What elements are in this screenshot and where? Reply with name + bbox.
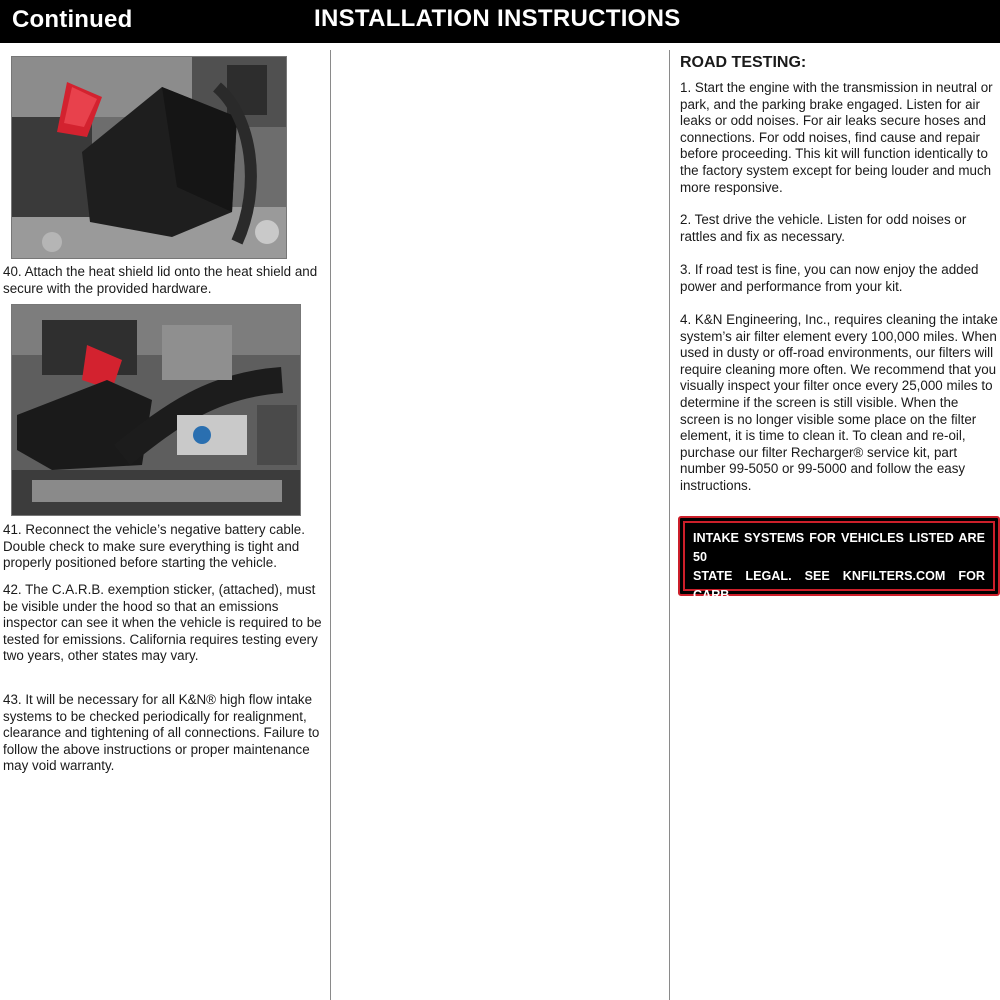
column-divider-right: [669, 50, 670, 1000]
step-41-text: 41. Reconnect the vehicle’s negative battery cable. Double check to make sure everything is tight and properly positioned before starting the vehicle.: [3, 522, 305, 571]
heat-shield-lid-photo-icon: [12, 57, 286, 258]
step-43-text: 43. It will be necessary for all K&N® high flow intake systems to be checked periodically for realignment, clearance and tightening of all connections. Failure to follow the above instructions or proper maintenance may void warranty.: [3, 692, 320, 774]
legal-line-3: STATUS ON EACH PART FOR A SPECIFIC VEHICLE.: [693, 607, 985, 640]
road-testing-step-1: 1. Start the engine with the transmission in neutral or park, and the parking brake engaged. Listen for air leaks or odd noises. For air leaks secure hoses and connections. For odd noises, find cause and repair before proceeding. This kit will function identically to the factory system except for being louder and much more responsive.: [680, 80, 993, 195]
road-testing-step-2: 2. Test drive the vehicle. Listen for odd noises or rattles and fix as necessary.: [680, 212, 967, 244]
carb-legal-notice: [678, 516, 1000, 640]
column-divider-left: [330, 50, 331, 1000]
road-testing-step-3: 3. If road test is fine, you can now enjoy the added power and performance from your kit.: [680, 262, 979, 294]
page-title: INSTALLATION INSTRUCTIONS: [314, 5, 681, 32]
page-header: [0, 0, 1000, 43]
legal-line-1: INTAKE SYSTEMS FOR VEHICLES LISTED ARE 50: [693, 531, 985, 564]
road-testing-step-4: 4. K&N Engineering, Inc., requires cleaning the intake system’s air filter element every 100,000 miles. When used in dusty or off-road environments, our filters will require cleaning more often. We recommend that you visually inspect your filter once every 25,000 miles to determine if the screen is still visible. When the screen is no longer visible some place on the filter element, it is time to clean it. To clean and re-oil, purchase our filter Recharger® service kit, part number 99-5050 or 99-5000 and follow the easy instructions.: [680, 312, 998, 493]
legal-line-2: STATE LEGAL. SEE KNFILTERS.COM FOR CARB: [693, 569, 985, 602]
step-40-text: 40. Attach the heat shield lid onto the heat shield and secure with the provided hardware.: [3, 264, 318, 296]
continued-label: Continued: [12, 6, 133, 33]
carb-legal-notice-inner: [683, 521, 995, 640]
engine-bay-photo-2: [11, 304, 301, 516]
engine-bay-photo-1: [11, 56, 287, 259]
road-testing-heading: ROAD TESTING:: [680, 54, 807, 71]
step-42-text: 42. The C.A.R.B. exemption sticker, (attached), must be visible under the hood so that an emissions inspector can see it when the vehicle is required to be tested for emissions. California requires testing every two years, other states may vary.: [3, 582, 322, 664]
completed-intake-photo-icon: [12, 305, 300, 515]
